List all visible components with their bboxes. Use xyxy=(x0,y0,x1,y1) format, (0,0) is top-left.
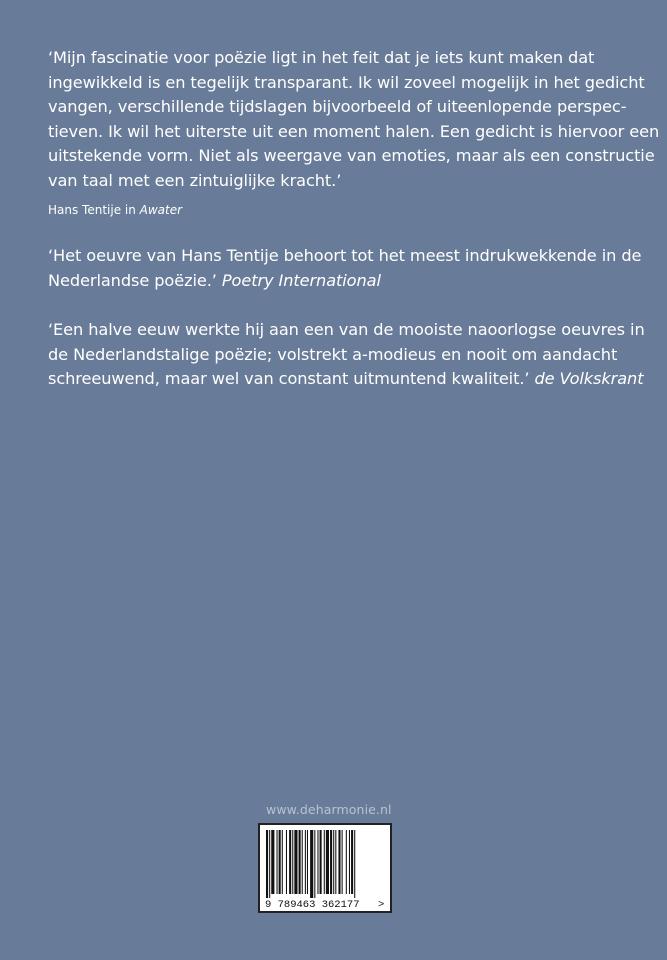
attribution-author: Hans Tentije in xyxy=(48,203,140,217)
barcode-bar xyxy=(266,830,268,898)
quote-attribution xyxy=(48,202,182,218)
quote-line: uitstekende vorm. Niet als weergave van emoties, maar als een constructie xyxy=(48,146,655,165)
barcode-bar xyxy=(314,830,315,898)
quote-line-text: schreeuwend, maar wel van constant uitmuntend kwaliteit.’ xyxy=(48,369,535,388)
barcode-bar xyxy=(277,830,278,894)
barcode-digits: 9 789463 362177 xyxy=(265,899,360,911)
barcode-bar xyxy=(317,830,318,894)
quote-line: ‘Mijn fascinatie voor poëzie ligt in het feit dat je iets kunt maken dat xyxy=(48,48,595,67)
barcode-bar xyxy=(346,830,347,894)
barcode-bar xyxy=(330,830,332,894)
barcode-bar xyxy=(299,830,301,894)
barcode-bar xyxy=(286,830,287,894)
quote-source: de Volkskrant xyxy=(534,369,644,388)
barcode-bar xyxy=(302,830,303,894)
barcode-bar xyxy=(282,830,283,894)
barcode-bar xyxy=(338,830,340,894)
barcode-bar xyxy=(289,830,291,894)
quote-line xyxy=(48,269,628,294)
quote-line: ‘Een halve eeuw werkte hij aan een van de mooiste naoorlogse oeuvres in xyxy=(48,320,645,339)
barcode-bar xyxy=(294,830,297,894)
barcode-bar xyxy=(333,830,334,894)
barcode-bar xyxy=(320,830,322,894)
quote-line: tieven. Ik wil het uiterste uit een moment halen. Een gedicht is hiervoor een xyxy=(48,121,660,141)
barcode-bars xyxy=(266,830,355,898)
barcode-bar xyxy=(349,830,350,894)
quote-line-text: Nederlandse poëzie.’ xyxy=(48,270,222,290)
quote-line: ‘Het oeuvre van Hans Tentije behoort tot het meest indrukwekkende in de xyxy=(48,246,642,265)
barcode-bar xyxy=(342,830,343,894)
quote-poetry-international xyxy=(48,244,642,293)
barcode-bar xyxy=(292,830,293,894)
barcode-bar xyxy=(310,830,313,898)
barcode-bar xyxy=(279,830,281,894)
publisher-url[interactable]: www.deharmonie.nl xyxy=(266,802,392,817)
quote-line: ingewikkeld is en tegelijk transparant. Ik wil zoveel mogelijk in het gedicht xyxy=(48,72,645,92)
barcode-bar xyxy=(269,830,270,898)
barcode-graphic xyxy=(260,825,390,911)
quote-volkskrant xyxy=(48,318,645,392)
quote-awater xyxy=(48,46,660,193)
barcode-bar xyxy=(351,830,353,894)
quote-source: Poetry International xyxy=(221,270,381,290)
isbn-barcode xyxy=(258,823,392,913)
quote-line: van taal met een zintuiglijke kracht.’ xyxy=(48,170,342,190)
quote-line: de Nederlandstalige poëzie; volstrekt a-modieus en nooit om aandacht xyxy=(48,344,618,364)
quote-line: vangen, verschillende tijdslagen bijvoorbeeld of uiteenlopende perspec- xyxy=(48,97,627,116)
barcode-bar xyxy=(335,830,336,894)
barcode-arrow: > xyxy=(378,899,385,911)
barcode-bar xyxy=(326,830,329,894)
barcode-bar xyxy=(307,830,308,894)
barcode-bar xyxy=(305,830,306,894)
barcode-bar xyxy=(354,830,355,898)
barcode-bar xyxy=(324,830,325,894)
attribution-source: Awater xyxy=(139,203,183,217)
barcode-bar xyxy=(271,830,274,894)
quote-line xyxy=(48,367,644,392)
